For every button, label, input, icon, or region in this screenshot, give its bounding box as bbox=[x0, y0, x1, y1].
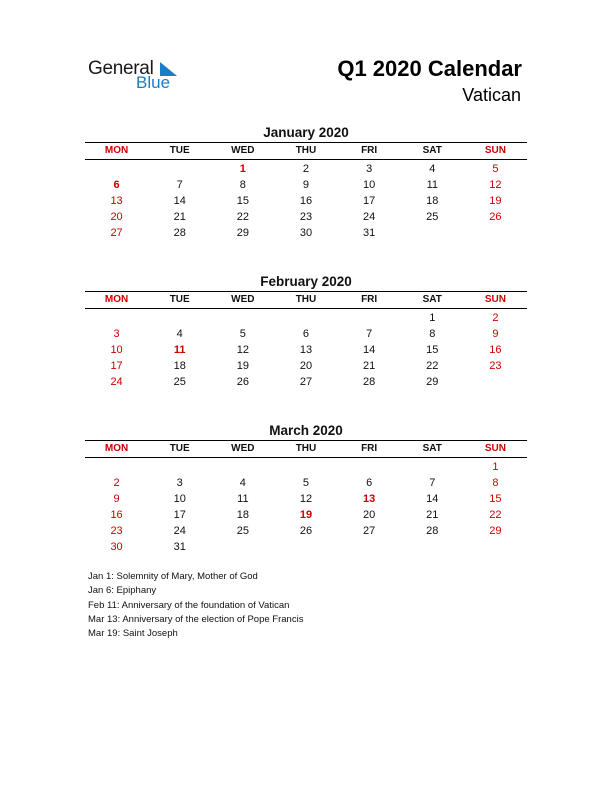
day-cell: 5 bbox=[302, 477, 310, 489]
day-cell: 9 bbox=[492, 328, 499, 340]
day-cell: 15 bbox=[426, 344, 439, 356]
day-cell bbox=[338, 310, 401, 326]
month-calendar bbox=[85, 123, 527, 241]
day-cell: 20 bbox=[299, 360, 313, 372]
day-cell bbox=[338, 539, 401, 555]
day-cell: 19 bbox=[299, 509, 313, 521]
day-cell: 8 bbox=[429, 328, 436, 340]
week-row bbox=[85, 374, 527, 390]
page-title: Q1 2020 Calendar bbox=[337, 56, 522, 81]
page-subtitle: Vatican bbox=[462, 85, 521, 105]
day-cell: 3 bbox=[176, 477, 183, 489]
day-cell: 12 bbox=[236, 344, 249, 356]
weekday-label: SUN bbox=[484, 443, 506, 454]
generalblue-logo bbox=[88, 58, 198, 92]
day-cell: 19 bbox=[236, 360, 249, 372]
day-cell bbox=[401, 225, 464, 241]
day-cell: 8 bbox=[492, 477, 499, 489]
week-row bbox=[85, 310, 527, 326]
week-row bbox=[85, 177, 527, 193]
day-cell: 10 bbox=[173, 493, 186, 505]
weekday-header-row bbox=[85, 291, 527, 309]
weekday-label: FRI bbox=[361, 443, 378, 454]
day-cell: 15 bbox=[489, 493, 502, 505]
weekday-label: FRI bbox=[361, 145, 378, 156]
month-title: March 2020 bbox=[269, 423, 343, 438]
day-cell: 27 bbox=[363, 525, 376, 537]
day-cell: 27 bbox=[110, 227, 123, 239]
day-cell: 3 bbox=[366, 163, 373, 175]
day-cell: 8 bbox=[239, 179, 246, 191]
day-cell: 25 bbox=[173, 376, 186, 388]
month-title: January 2020 bbox=[263, 125, 349, 140]
day-cell: 28 bbox=[426, 525, 439, 537]
weekday-label: TUE bbox=[169, 145, 190, 156]
day-cell: 30 bbox=[299, 227, 313, 239]
day-cell: 26 bbox=[236, 376, 249, 388]
day-cell: 20 bbox=[110, 211, 123, 223]
day-cell: 6 bbox=[302, 328, 310, 340]
holiday-note: Feb 11: Anniversary of the foundation of Vatican bbox=[88, 599, 290, 611]
day-cell: 28 bbox=[363, 376, 376, 388]
weekday-label: TUE bbox=[169, 294, 190, 305]
weekday-label: SUN bbox=[484, 294, 506, 305]
weekday-header-row bbox=[85, 440, 527, 458]
week-row bbox=[85, 193, 527, 209]
day-cell: 29 bbox=[489, 525, 502, 537]
week-row bbox=[85, 209, 527, 225]
day-cell bbox=[211, 539, 274, 555]
day-cell: 15 bbox=[236, 195, 249, 207]
day-cell: 26 bbox=[299, 525, 313, 537]
weekday-label: WED bbox=[231, 145, 255, 156]
day-cell: 7 bbox=[429, 477, 436, 489]
week-row bbox=[85, 523, 527, 539]
week-row bbox=[85, 225, 527, 241]
day-cell bbox=[85, 459, 148, 475]
week-row bbox=[85, 459, 527, 475]
week-row bbox=[85, 475, 527, 491]
day-cell bbox=[274, 459, 337, 475]
day-cell: 25 bbox=[426, 211, 439, 223]
week-row bbox=[85, 161, 527, 177]
day-cell bbox=[338, 459, 401, 475]
day-cell: 19 bbox=[489, 195, 502, 207]
weekday-label: SAT bbox=[422, 443, 442, 454]
week-row bbox=[85, 539, 527, 555]
day-cell: 14 bbox=[426, 493, 439, 505]
holiday-note: Mar 19: Saint Joseph bbox=[88, 628, 178, 640]
day-cell bbox=[274, 539, 337, 555]
weekday-label: TUE bbox=[169, 443, 190, 454]
day-cell bbox=[401, 539, 464, 555]
day-cell: 6 bbox=[366, 477, 373, 489]
weekday-label: SUN bbox=[484, 145, 506, 156]
holiday-note: Jan 1: Solemnity of Mary, Mother of God bbox=[88, 571, 258, 582]
day-cell bbox=[211, 310, 274, 326]
day-cell: 12 bbox=[489, 179, 502, 191]
day-cell: 11 bbox=[237, 493, 249, 505]
day-cell: 26 bbox=[489, 211, 502, 223]
weekday-label: THU bbox=[295, 145, 317, 156]
day-cell: 30 bbox=[110, 541, 123, 553]
week-row bbox=[85, 342, 527, 358]
day-cell: 20 bbox=[363, 509, 376, 521]
day-cell: 24 bbox=[110, 376, 123, 388]
week-row bbox=[85, 326, 527, 342]
day-cell: 14 bbox=[173, 195, 186, 207]
day-cell: 12 bbox=[299, 493, 313, 505]
day-cell: 4 bbox=[239, 477, 246, 489]
day-cell: 4 bbox=[176, 328, 183, 340]
week-row bbox=[85, 507, 527, 523]
day-cell bbox=[464, 225, 527, 241]
day-cell: 23 bbox=[110, 525, 123, 537]
day-cell bbox=[148, 161, 211, 177]
weekday-label: THU bbox=[295, 443, 317, 454]
day-cell: 9 bbox=[113, 493, 120, 505]
day-cell: 17 bbox=[173, 509, 186, 521]
day-cell: 1 bbox=[239, 163, 246, 175]
holiday-note: Mar 13: Anniversary of the election of Pope Francis bbox=[88, 613, 304, 625]
day-cell: 16 bbox=[489, 344, 502, 356]
day-cell: 24 bbox=[173, 525, 186, 537]
logo-general-text: General bbox=[88, 58, 154, 79]
day-cell: 9 bbox=[302, 179, 310, 191]
logo-blue-text: Blue bbox=[136, 73, 171, 92]
day-cell bbox=[401, 459, 464, 475]
week-row bbox=[85, 491, 527, 507]
day-cell: 28 bbox=[173, 227, 186, 239]
weekday-label: MON bbox=[104, 294, 129, 305]
day-cell bbox=[464, 539, 527, 555]
day-cell: 18 bbox=[236, 509, 249, 521]
day-cell: 21 bbox=[426, 509, 439, 521]
holiday-notes bbox=[88, 570, 303, 641]
day-cell: 13 bbox=[299, 344, 313, 356]
day-cell: 10 bbox=[110, 344, 123, 356]
holiday-note: Jan 6: Epiphany bbox=[88, 585, 157, 597]
weekday-label: WED bbox=[231, 294, 255, 305]
day-cell: 11 bbox=[173, 344, 186, 356]
day-cell bbox=[464, 374, 527, 390]
day-cell: 1 bbox=[492, 461, 499, 473]
day-cell: 23 bbox=[299, 211, 313, 223]
day-cell: 17 bbox=[363, 195, 376, 207]
day-cell: 4 bbox=[429, 163, 436, 175]
day-cell: 2 bbox=[113, 477, 120, 489]
day-cell: 16 bbox=[110, 509, 123, 521]
weekday-header-row bbox=[85, 142, 527, 160]
weekday-label: THU bbox=[295, 294, 317, 305]
day-cell: 5 bbox=[239, 328, 246, 340]
weekday-label: SAT bbox=[422, 294, 442, 305]
day-cell: 7 bbox=[366, 328, 373, 340]
day-cell: 29 bbox=[236, 227, 249, 239]
day-cell bbox=[274, 310, 337, 326]
day-cell: 21 bbox=[173, 211, 186, 223]
day-cell: 31 bbox=[173, 541, 186, 553]
day-cell: 3 bbox=[113, 328, 120, 340]
day-cell: 18 bbox=[173, 360, 186, 372]
day-cell: 22 bbox=[236, 211, 249, 223]
day-cell: 18 bbox=[426, 195, 439, 207]
day-cell: 29 bbox=[426, 376, 439, 388]
day-cell bbox=[85, 310, 148, 326]
day-cell bbox=[148, 310, 211, 326]
day-cell: 13 bbox=[363, 493, 376, 505]
month-calendar bbox=[85, 421, 527, 555]
day-cell: 2 bbox=[302, 163, 310, 175]
day-cell: 2 bbox=[492, 312, 499, 324]
day-cell: 23 bbox=[489, 360, 502, 372]
day-cell: 5 bbox=[492, 163, 499, 175]
day-cell: 10 bbox=[363, 179, 376, 191]
weekday-label: SAT bbox=[422, 145, 442, 156]
day-cell: 22 bbox=[426, 360, 439, 372]
day-cell: 27 bbox=[299, 376, 313, 388]
day-cell bbox=[211, 459, 274, 475]
month-title: February 2020 bbox=[260, 274, 352, 289]
week-row bbox=[85, 358, 527, 374]
weekday-label: MON bbox=[104, 443, 129, 454]
day-cell: 16 bbox=[299, 195, 313, 207]
weekday-label: WED bbox=[231, 443, 255, 454]
weekday-label: FRI bbox=[361, 294, 378, 305]
day-cell: 14 bbox=[363, 344, 376, 356]
day-cell: 17 bbox=[110, 360, 123, 372]
weekday-label: MON bbox=[104, 145, 129, 156]
day-cell bbox=[85, 161, 148, 177]
day-cell: 22 bbox=[489, 509, 502, 521]
day-cell: 25 bbox=[236, 525, 249, 537]
day-cell: 11 bbox=[426, 179, 438, 191]
day-cell: 1 bbox=[429, 312, 436, 324]
day-cell: 6 bbox=[113, 179, 120, 191]
day-cell: 7 bbox=[176, 179, 183, 191]
day-cell bbox=[148, 459, 211, 475]
month-calendar bbox=[85, 272, 527, 390]
day-cell: 13 bbox=[110, 195, 123, 207]
day-cell: 31 bbox=[363, 227, 376, 239]
day-cell: 21 bbox=[363, 360, 376, 372]
day-cell: 24 bbox=[363, 211, 376, 223]
